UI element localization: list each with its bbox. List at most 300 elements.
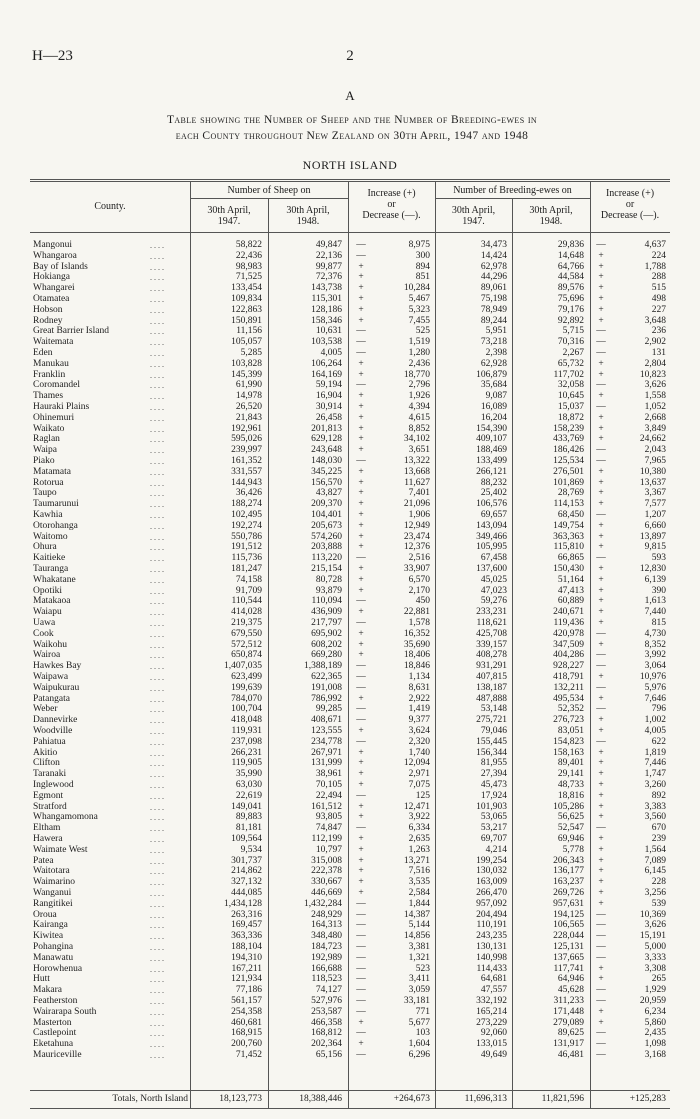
leader-dots: . . . . (150, 359, 164, 369)
leader-dots: . . . . (150, 932, 164, 942)
leader-dots: . . . . (150, 316, 164, 326)
leader-dots: . . . . (150, 791, 164, 801)
ewes-1948: 29,141 (557, 769, 584, 780)
sheep-change-sign: — (356, 704, 366, 715)
county-name: Makara (33, 985, 63, 996)
ewes-change-sign: + (598, 877, 604, 888)
ewes-1947: 425,708 (476, 628, 507, 639)
sheep-change-sign: + (358, 780, 364, 790)
county-name: Mauriceville (33, 1050, 82, 1060)
ewes-1947: 105,995 (476, 542, 507, 553)
sheep-1947: 61,990 (235, 380, 262, 391)
ewes-1948: 311,233 (553, 996, 584, 1006)
leader-dots: . . . . (150, 251, 164, 261)
sheep-change-sign: + (358, 877, 364, 888)
ewes-1948: 28,769 (557, 488, 584, 499)
sheep-1947: 191,512 (231, 542, 262, 553)
ewes-change: 2,435 (644, 1028, 666, 1039)
ewes-change-sign: — (596, 348, 606, 358)
header-line: 30th April, (451, 205, 496, 216)
ewes-1947: 5,951 (485, 326, 507, 337)
county-name: Hawkes Bay (33, 661, 82, 672)
sheep-1947: 26,520 (235, 402, 262, 412)
ewes-1947: 88,232 (480, 477, 507, 488)
leader-dots: . . . . (150, 608, 164, 618)
county-name: Hobson (33, 304, 63, 315)
sheep-1947: 121,934 (231, 974, 262, 985)
leader-dots: . . . . (150, 889, 164, 898)
ewes-change: 2,043 (644, 445, 666, 456)
totals-label: Totals, North Island (112, 1094, 188, 1104)
ewes-1947: 34,473 (480, 240, 507, 250)
ewes-change-sign: + (598, 790, 604, 801)
ewes-change: 1,098 (644, 1039, 666, 1050)
sheep-change: 13,271 (403, 855, 430, 866)
sheep-1948: 10,797 (315, 844, 342, 855)
ewes-1947: 73,218 (480, 337, 507, 348)
ewes-change-sign: + (598, 639, 604, 650)
sheep-1947: 301,737 (231, 855, 262, 866)
leader-dots: . . . . (150, 921, 164, 931)
ewes-1948: 89,401 (557, 758, 584, 769)
sheep-1947: 105,057 (231, 337, 262, 348)
sheep-change: 125 (415, 790, 430, 801)
sheep-1947: 239,997 (231, 445, 262, 456)
ewes-change: 815 (651, 618, 666, 628)
ewes-change: 6,145 (644, 866, 666, 877)
ewes-change-sign: — (596, 1050, 606, 1060)
leader-dots: . . . . (150, 413, 164, 423)
county-name: Mangonui (33, 240, 73, 250)
sheep-change: 2,796 (408, 380, 430, 391)
sheep-change: 2,436 (408, 358, 430, 369)
sheep-change: 300 (415, 250, 430, 261)
ewes-1948: 32,058 (557, 380, 584, 391)
ewes-change-sign: + (598, 520, 604, 531)
sheep-1948: 1,388,189 (304, 661, 342, 672)
county-name: Rangitikei (33, 898, 73, 909)
sheep-1948: 143,738 (311, 283, 342, 294)
sheep-change-sign: + (358, 574, 364, 585)
sheep-change: 3,651 (408, 445, 430, 456)
ewes-1948: 276,723 (553, 715, 584, 726)
sheep-1947: 22,619 (235, 790, 262, 801)
ewes-change-sign: + (598, 607, 604, 618)
leader-dots: . . . . (150, 403, 164, 412)
ewes-change: 24,662 (639, 434, 666, 445)
leader-dots: . . . . (150, 770, 164, 780)
header-sheep-1948 (268, 205, 348, 227)
sheep-change: 2,170 (408, 585, 430, 596)
sheep-1948: 629,128 (311, 434, 342, 445)
county-name: Thames (33, 391, 64, 402)
sheep-change: 7,455 (408, 315, 430, 326)
leader-dots: . . . . (150, 586, 164, 596)
leader-dots: . . . . (150, 1007, 164, 1017)
sheep-1948: 669,280 (311, 650, 342, 661)
ewes-1948: 115,810 (553, 542, 584, 553)
ewes-1947: 140,998 (476, 952, 507, 963)
sheep-1948: 191,008 (311, 682, 342, 693)
ewes-1948: 18,816 (557, 790, 584, 801)
sheep-1947: 414,028 (231, 607, 262, 618)
ewes-1947: 2,398 (485, 348, 507, 358)
sheep-1948: 786,992 (311, 693, 342, 704)
ewes-change-sign: + (598, 477, 604, 488)
ewes-change: 3,626 (644, 380, 666, 391)
ewes-1948: 52,547 (557, 823, 584, 834)
ewes-1947: 487,888 (476, 693, 507, 704)
county-name: Waiapu (33, 607, 62, 618)
sheep-1947: 98,983 (235, 261, 262, 272)
sheep-1947: 63,030 (235, 780, 262, 790)
sheep-1948: 408,671 (311, 715, 342, 726)
ewes-change: 515 (651, 283, 666, 294)
ewes-1948: 347,509 (553, 639, 584, 650)
ewes-change-sign: + (598, 250, 604, 261)
sheep-change: 1,906 (408, 510, 430, 520)
sheep-1947: 11,156 (236, 326, 262, 337)
sheep-change-sign: + (358, 585, 364, 596)
sheep-change-sign: + (358, 315, 364, 326)
sheep-change: 13,322 (403, 456, 430, 466)
ewes-change: 2,902 (644, 337, 666, 348)
ewes-change: 10,380 (639, 466, 666, 477)
ewes-1948: 158,163 (553, 747, 584, 758)
sheep-change: 3,381 (408, 942, 430, 952)
sheep-change: 7,516 (408, 866, 430, 877)
ewes-1948: 194,125 (553, 909, 584, 920)
sheep-1948: 10,631 (315, 326, 342, 337)
county-name: Bay of Islands (33, 261, 88, 272)
sheep-1947: 595,026 (231, 434, 262, 445)
sheep-change-sign: + (358, 510, 364, 520)
county-name: Matakaoa (33, 596, 71, 607)
ewes-1948: 117,741 (553, 963, 584, 974)
sheep-1948: 148,030 (311, 456, 342, 466)
ewes-1947: 143,094 (476, 520, 507, 531)
county-name: Hutt (33, 974, 50, 985)
ewes-1947: 407,815 (476, 672, 507, 682)
county-name: Kawhia (33, 510, 63, 520)
ewes-change-sign: + (598, 564, 604, 574)
sheep-1948: 22,136 (315, 250, 342, 261)
leader-dots: . . . . (150, 500, 164, 510)
ewes-1947: 75,198 (480, 294, 507, 304)
ewes-1947: 67,458 (480, 553, 507, 564)
sheep-change-sign: + (358, 564, 364, 574)
sheep-change-sign: — (356, 596, 366, 607)
county-name: Hauraki Plains (33, 402, 90, 412)
ewes-1947: 69,657 (480, 510, 507, 520)
county-name: Ohura (33, 542, 57, 553)
ewes-change: 1,207 (644, 510, 666, 520)
county-name: Waitomo (33, 531, 68, 542)
sheep-1948: 16,904 (315, 391, 342, 402)
sheep-change-sign: + (358, 888, 364, 898)
sheep-change: 14,856 (403, 931, 430, 942)
sheep-1947: 71,452 (235, 1050, 262, 1060)
ewes-1948: 47,413 (557, 585, 584, 596)
ewes-change-sign: + (598, 466, 604, 477)
ewes-1947: 349,466 (476, 531, 507, 542)
header-line: 1948. (296, 216, 320, 227)
sheep-1947: 219,375 (231, 618, 262, 628)
ewes-change-sign: — (596, 1039, 606, 1050)
sheep-change: 22,881 (403, 607, 430, 618)
ewes-change-sign: — (596, 931, 606, 942)
county-name: Waikato (33, 423, 65, 434)
county-name: Taupo (33, 488, 57, 499)
sheep-change: 7,075 (408, 780, 430, 790)
sheep-change-sign: + (358, 855, 364, 866)
sheep-change-sign: + (358, 726, 364, 736)
ewes-1948: 114,153 (553, 499, 584, 510)
sheep-1947: 21,843 (235, 412, 262, 423)
ewes-change: 131 (651, 348, 666, 358)
ewes-change: 3,849 (644, 423, 666, 434)
ewes-change: 670 (651, 823, 666, 834)
ewes-change-sign: — (596, 920, 606, 931)
sheep-change: 894 (415, 261, 430, 272)
sheep-change-sign: — (356, 380, 366, 391)
header-line: 1947. (462, 216, 485, 227)
col-rule (435, 181, 436, 1108)
leader-dots: . . . . (150, 446, 164, 456)
ewes-change-sign: + (598, 715, 604, 726)
table-top-rule (30, 179, 670, 180)
ewes-change: 3,256 (644, 888, 666, 898)
ewes-1947: 69,707 (480, 834, 507, 844)
sheep-change: 3,535 (408, 877, 430, 888)
leader-dots: . . . . (150, 727, 164, 736)
sheep-change-sign: + (358, 1017, 364, 1028)
sheep-change-sign: — (356, 337, 366, 348)
sheep-1948: 65,156 (315, 1050, 342, 1060)
ewes-change: 1,929 (644, 985, 666, 996)
county-name: Akitio (33, 747, 58, 758)
leader-dots: . . . . (150, 716, 164, 726)
sheep-1948: 234,778 (311, 736, 342, 747)
ewes-1948: 83,051 (557, 726, 584, 736)
leader-dots: . . . . (150, 262, 164, 272)
sheep-1947: 1,434,128 (224, 898, 262, 909)
sheep-1947: 81,181 (235, 823, 262, 834)
sheep-change: 3,922 (408, 812, 430, 823)
sheep-1947: 331,557 (231, 466, 262, 477)
ewes-1948: 45,628 (557, 985, 584, 996)
leader-dots: . . . . (150, 511, 164, 520)
sheep-change: 1,578 (408, 618, 430, 628)
ewes-change: 892 (651, 790, 666, 801)
ewes-1947: 78,949 (480, 304, 507, 315)
ewes-1947: 53,065 (480, 812, 507, 823)
ewes-1948: 89,576 (557, 283, 584, 294)
sheep-change-sign: + (358, 834, 364, 844)
sheep-1948: 80,728 (315, 574, 342, 585)
ewes-1947: 931,291 (476, 661, 507, 672)
county-name: Waipawa (33, 672, 69, 682)
sheep-change-sign: + (358, 1039, 364, 1050)
leader-dots: . . . . (150, 1018, 164, 1028)
sheep-1947: 133,454 (231, 283, 262, 294)
ewes-change: 4,005 (644, 726, 666, 736)
ewes-change: 8,352 (644, 639, 666, 650)
sheep-1948: 106,264 (311, 358, 342, 369)
leader-dots: . . . . (150, 597, 164, 607)
sheep-1947: 266,231 (231, 747, 262, 758)
sheep-change: 851 (415, 272, 430, 283)
leader-dots: . . . . (150, 856, 164, 866)
sheep-1947: 5,285 (240, 348, 262, 358)
col-rule (190, 181, 191, 1108)
ewes-change-sign: + (598, 412, 604, 423)
sheep-1947: 35,990 (235, 769, 262, 780)
sheep-1947: 168,915 (231, 1028, 262, 1039)
county-name: Eltham (33, 823, 61, 834)
leader-dots: . . . . (150, 532, 164, 542)
leader-dots: . . . . (150, 748, 164, 758)
sheep-1948: 217,797 (311, 618, 342, 628)
leader-dots: . . . . (150, 381, 164, 391)
ewes-1948: 5,715 (562, 326, 584, 337)
leader-dots: . . . . (150, 673, 164, 682)
ewes-change: 15,191 (639, 931, 666, 942)
sheep-change: 4,394 (408, 402, 430, 412)
sheep-change-sign: + (358, 531, 364, 542)
county-name: Waimarino (33, 877, 75, 888)
county-name: Raglan (33, 434, 60, 445)
county-name: Kairanga (33, 920, 68, 931)
ewes-1947: 266,470 (476, 888, 507, 898)
ewes-change-sign: — (596, 942, 606, 952)
ewes-1948: 240,671 (553, 607, 584, 618)
leader-dots: . . . . (150, 845, 164, 855)
sheep-change-sign: + (358, 812, 364, 823)
ewes-change-sign: + (598, 758, 604, 769)
sheep-change: 8,631 (408, 682, 430, 693)
county-name: Manawatu (33, 952, 74, 963)
ewes-change: 539 (651, 898, 666, 909)
sheep-change-sign: + (358, 369, 364, 380)
sheep-1948: 315,008 (311, 855, 342, 866)
ewes-1948: 137,665 (553, 952, 584, 963)
col-rule (590, 181, 591, 1108)
sheep-change-sign: — (356, 1006, 366, 1017)
sheep-1948: 156,570 (311, 477, 342, 488)
ewes-change-sign: — (596, 650, 606, 661)
ewes-1947: 27,394 (480, 769, 507, 780)
leader-dots: . . . . (150, 543, 164, 553)
header-line: Increase (+) (367, 188, 416, 199)
ewes-1948: 125,534 (553, 456, 584, 466)
leader-dots: . . . . (150, 1029, 164, 1039)
ewes-1948: 363,363 (553, 531, 584, 542)
leader-dots: . . . . (150, 327, 164, 337)
sheep-change: 1,419 (408, 704, 430, 715)
ewes-change-sign: — (596, 661, 606, 672)
leader-dots: . . . . (150, 975, 164, 985)
sheep-1947: 58,822 (235, 240, 262, 250)
ewes-change-sign: — (596, 510, 606, 520)
sheep-change-sign: — (356, 682, 366, 693)
ewes-1948: 119,436 (553, 618, 584, 628)
sheep-change-sign: + (358, 542, 364, 553)
ewes-change-sign: + (598, 898, 604, 909)
ewes-1948: 60,889 (557, 596, 584, 607)
county-name: Whakatane (33, 574, 76, 585)
ewes-change-sign: — (596, 326, 606, 337)
sheep-change: 3,411 (408, 974, 430, 985)
leader-dots: . . . . (150, 662, 164, 672)
ewes-1947: 138,187 (476, 682, 507, 693)
sheep-change: 6,570 (408, 574, 430, 585)
ewes-1947: 163,009 (476, 877, 507, 888)
ewes-1948: 56,625 (557, 812, 584, 823)
ewes-change: 1,747 (644, 769, 666, 780)
sheep-change-sign: — (356, 952, 366, 963)
sheep-change-sign: + (358, 693, 364, 704)
sheep-change: 1,604 (408, 1039, 430, 1050)
ewes-change-sign: + (598, 812, 604, 823)
leader-dots: . . . . (150, 683, 164, 693)
ewes-change-sign: + (598, 1017, 604, 1028)
totals-bottom-rule (30, 1108, 670, 1109)
sheep-1947: 679,550 (231, 628, 262, 639)
county-name: Franklin (33, 369, 66, 380)
ewes-1947: 165,214 (476, 1006, 507, 1017)
sheep-1948: 622,365 (311, 672, 342, 682)
sheep-1947: 237,098 (231, 736, 262, 747)
ewes-1947: 89,244 (480, 315, 507, 326)
sheep-1947: 444,085 (231, 888, 262, 898)
ewes-1948: 928,227 (553, 661, 584, 672)
ewes-change: 3,648 (644, 315, 666, 326)
sheep-change-sign: + (358, 747, 364, 758)
sheep-1947: 181,247 (231, 564, 262, 574)
ewes-1948: 106,565 (553, 920, 584, 931)
leader-dots: . . . . (150, 964, 164, 974)
sheep-change: 450 (415, 596, 430, 607)
ewes-change: 224 (651, 250, 666, 261)
ewes-1947: 130,131 (476, 942, 507, 952)
sheep-1947: 199,639 (231, 682, 262, 693)
sheep-1947: 9,534 (240, 844, 262, 855)
ewes-change: 1,819 (644, 747, 666, 758)
ewes-change: 10,976 (639, 672, 666, 682)
ewes-change: 236 (651, 326, 666, 337)
sheep-change: 2,971 (408, 769, 430, 780)
sheep-change: 12,471 (403, 801, 430, 812)
sheep-1948: 74,847 (315, 823, 342, 834)
sheep-1947: 119,931 (231, 726, 262, 736)
leader-dots: . . . . (150, 565, 164, 574)
sheep-1947: 91,709 (235, 585, 262, 596)
ewes-1947: 266,121 (476, 466, 507, 477)
sheep-change: 7,401 (408, 488, 430, 499)
ewes-change: 593 (651, 553, 666, 564)
sheep-change: 18,406 (403, 650, 430, 661)
header-line: or (625, 199, 635, 210)
ewes-1947: 44,296 (480, 272, 507, 283)
sheep-change-sign: — (356, 456, 366, 466)
sheep-1947: 784,070 (231, 693, 262, 704)
ewes-1947: 155,445 (476, 736, 507, 747)
ewes-change-sign: + (598, 1006, 604, 1017)
sheep-change-sign: — (356, 931, 366, 942)
leader-dots: . . . . (150, 705, 164, 715)
ewes-1947: 53,217 (480, 823, 507, 834)
